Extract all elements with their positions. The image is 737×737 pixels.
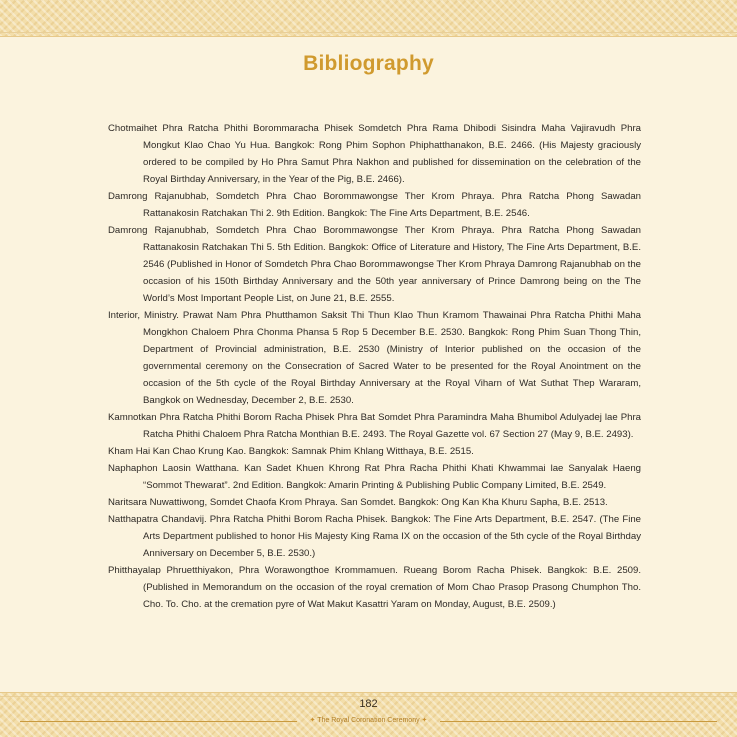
footer-caption-row [0,716,737,726]
footer-caption [0,716,737,726]
bibliography-entry: Damrong Rajanubhab, Somdetch Phra Chao Borommawongse Ther Krom Phraya. Phra Ratcha Phong Sawadan Rattanakosin Ratchakan Thi 2. 9th Edition. Bangkok: The Fine Arts Department, B.E. 2546. [108,191,641,219]
page-number: 182 [359,698,378,710]
bibliography-entry: Naphaphon Laosin Watthana. Kan Sadet Khuen Khrong Rat Phra Racha Phithi Khati Khwammai lae Sanyalak Haeng “Sommot Thewarat”. 2nd Edition. Bangkok: Amarin Printing & Publishing Public Company Limited, B.E. 2549. [108,463,641,491]
star-ornament-icon: ✦ [309,717,316,724]
top-decorative-band [0,0,737,37]
bibliography-entry: Naritsara Nuwattiwong, Somdet Chaofa Krom Phraya. San Somdet. Bangkok: Ong Kan Kha Khuru Sapha, B.E. 2513. [108,497,608,508]
bibliography-entry: Kamnotkan Phra Ratcha Phithi Borom Racha Phisek Phra Bat Somdet Phra Paramindra Maha Bhumibol Adulyadej lae Phra Ratcha Phithi Chaloem Phra Ratcha Monthian B.E. 2493. The Royal Gazette vol. 67 Section 27 (May 9, B.E. 2493). [108,412,641,440]
bibliography-entry: Natthapatra Chandavij. Phra Ratcha Phithi Borom Racha Phisek. Bangkok: The Fine Arts Department, B.E. 2547. (The Fine Arts Department published to honor His Majesty King Rama IX on the occasion of the 5th cycle of the Royal Birthday Anniversary on December 5, B.E. 2530.) [108,514,641,559]
bibliography-entry: Chotmaihet Phra Ratcha Phithi Borommaracha Phisek Somdetch Phra Rama Dhibodi Sisindra Maha Vajiravudh Phra Mongkut Klao Chao Yu Hua. Bangkok: Rong Phim Sophon Phiphatthanakon, B.E. 2466. (His Majesty graciously ordered to be compiled by Ho Phra Samut Phra Nakhon and published for dissemination on the celebration of the Royal Birthday Anniversary, in the Year of the Pig, B.E. 2466). [108,123,641,185]
star-ornament-icon: ✦ [421,717,428,724]
footer-caption-text: The Royal Coronation Ceremony [317,717,420,724]
bibliography-entry: Phitthayalap Phruetthiyakon, Phra Worawongthoe Krommamuen. Rueang Borom Racha Phisek. Bangkok: B.E. 2509. (Published in Memorandum on the occasion of the royal cremation of Mom Chao Prasop Prasong Chumphon Tho. Cho. To. Cho. at the cremation pyre of Wat Makut Kasattri Yaram on Monday, August, B.E. 2509.) [108,565,641,610]
page-title: Bibliography [303,52,434,75]
bibliography-entry: Damrong Rajanubhab, Somdetch Phra Chao Borommawongse Ther Krom Phraya. Phra Ratcha Phong Sawadan Rattanakosin Ratchakan Thi 5. 5th Edition. Bangkok: Office of Literature and History, The Fine Arts Department, B.E. 2546 (Published in Honor of Somdetch Phra Chao Borommawongse Ther Krom Phraya Damrong Rajanubhab on the occasion of his 150th Birthday Anniversary and the 50th year anniversary of Prince Damrong being on the The World’s Most Important People List, on June 21, B.E. 2555. [108,225,641,304]
bibliography-entry: Interior, Ministry. Prawat Nam Phra Phutthamon Saksit Thi Thun Klao Thun Kramom Thawainai Phra Ratcha Phithi Maha Mongkhon Chaloem Phra Chonma Phansa 5 Rop 5 December B.E. 2530. Bangkok: Rong Phim Suan Thong Thin, Department of Provincial administration, B.E. 2530 (Ministry of Interior published on the occasion of the governmental ceremony on the Consecration of Sacred Water to be presented for the Royal Anointment on the occasion of the 5th cycle of the Royal Birthday Anniversary at the Royal Viharn of Wat Suthat Thep Wararam, Bangkok on Wednesday, December 2, B.E. 2530. [108,310,641,406]
bibliography-entry: Kham Hai Kan Chao Krung Kao. Bangkok: Samnak Phim Khlang Witthaya, B.E. 2515. [108,446,474,457]
bibliography-list [108,120,641,613]
